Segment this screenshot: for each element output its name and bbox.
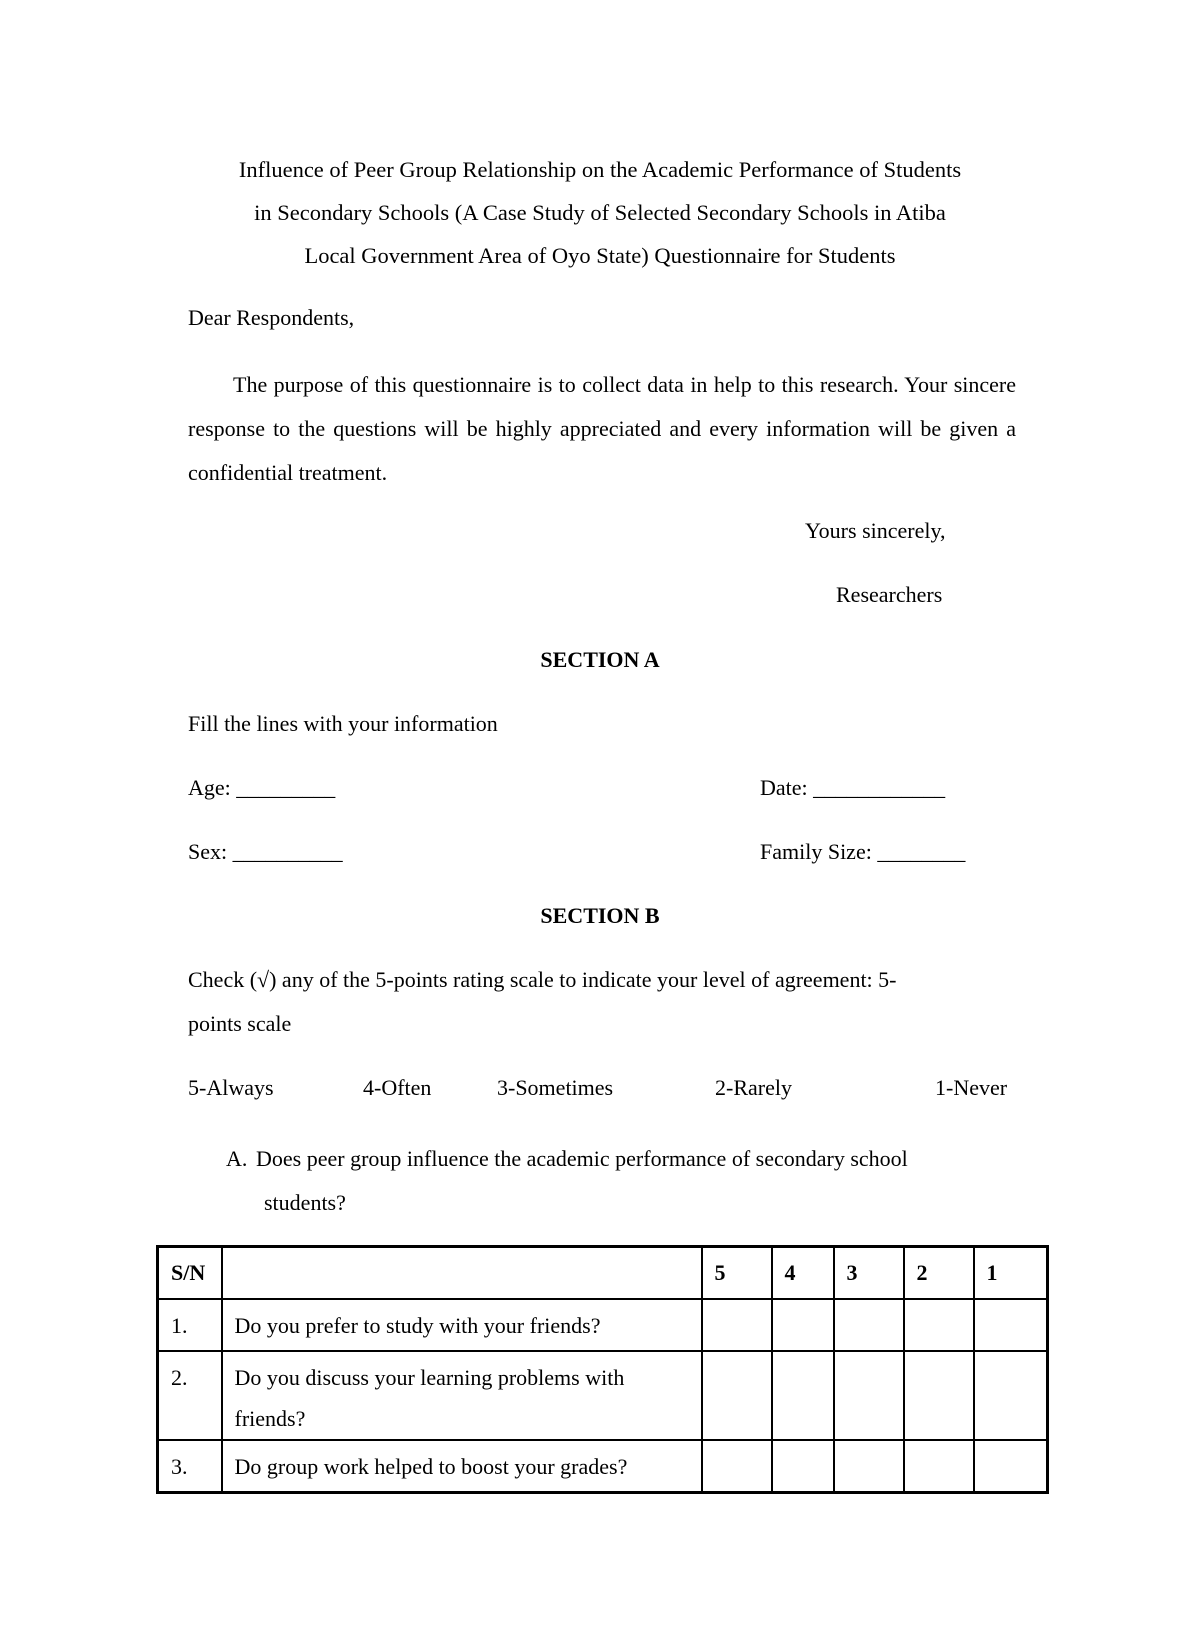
header-sn: S/N (158, 1247, 222, 1300)
rating-cell-4[interactable] (772, 1351, 834, 1440)
closing: Yours sincerely, (805, 518, 946, 543)
signature: Researchers (836, 582, 943, 607)
scale-sometimes: 3-Sometimes (497, 1075, 614, 1100)
section-b-heading: SECTION B (540, 903, 660, 928)
question-a (226, 1137, 1016, 1225)
table-row (158, 1351, 1048, 1440)
table-row (158, 1299, 1048, 1351)
rating-cell-5[interactable] (702, 1299, 772, 1351)
row-question: Do you discuss your learning problems with friends? (222, 1351, 702, 1440)
rating-cell-3[interactable] (834, 1351, 904, 1440)
question-line-1: Does peer group influence the academic performance of secondary school (256, 1146, 908, 1171)
rating-cell-4[interactable] (772, 1440, 834, 1493)
rating-cell-4[interactable] (772, 1299, 834, 1351)
rating-cell-1[interactable] (974, 1440, 1048, 1493)
section-a-instruction: Fill the lines with your information (188, 711, 498, 736)
sex-field[interactable]: Sex: __________ (188, 839, 343, 864)
rating-cell-3[interactable] (834, 1440, 904, 1493)
rating-cell-2[interactable] (904, 1440, 974, 1493)
row-question: Do you prefer to study with your friends? (222, 1299, 702, 1351)
row-sn: 3. (158, 1440, 222, 1493)
age-field[interactable]: Age: _________ (188, 775, 336, 800)
row-sn: 2. (158, 1351, 222, 1440)
document-title (150, 148, 1050, 277)
header-2: 2 (904, 1247, 974, 1300)
row-question: Do group work helped to boost your grades? (222, 1440, 702, 1493)
letter-body: The purpose of this questionnaire is to collect data in help to this research. Your sincere response to the questions will be highly appreciated and every information will be given a confidential treatment. (188, 372, 1016, 485)
question-letter: A. (226, 1146, 248, 1171)
family-size-field[interactable]: Family Size: ________ (760, 839, 966, 864)
scale-always: 5-Always (188, 1075, 274, 1100)
date-field[interactable]: Date: ____________ (760, 775, 946, 800)
header-4: 4 (772, 1247, 834, 1300)
rating-cell-5[interactable] (702, 1351, 772, 1440)
title-line-2: in Secondary Schools (A Case Study of Selected Secondary Schools in Atiba (254, 200, 946, 225)
header-1: 1 (974, 1247, 1048, 1300)
scale-never: 1-Never (935, 1075, 1008, 1100)
header-question (222, 1247, 702, 1300)
header-5: 5 (702, 1247, 772, 1300)
question-line-2: students? (264, 1190, 346, 1215)
rating-cell-2[interactable] (904, 1351, 974, 1440)
scale-often: 4-Often (363, 1075, 432, 1100)
rating-cell-1[interactable] (974, 1351, 1048, 1440)
title-line-3: Local Government Area of Oyo State) Questionnaire for Students (304, 243, 896, 268)
salutation: Dear Respondents, (188, 305, 355, 330)
rating-table (156, 1245, 1049, 1494)
rating-cell-1[interactable] (974, 1299, 1048, 1351)
rating-cell-3[interactable] (834, 1299, 904, 1351)
header-3: 3 (834, 1247, 904, 1300)
rating-cell-5[interactable] (702, 1440, 772, 1493)
table-header-row (158, 1247, 1048, 1300)
section-b-instruction-line-1: Check (√) any of the 5-points rating scale to indicate your level of agreement: 5- (188, 967, 897, 992)
row-sn: 1. (158, 1299, 222, 1351)
title-line-1: Influence of Peer Group Relationship on the Academic Performance of Students (238, 157, 962, 182)
scale-rarely: 2-Rarely (715, 1075, 792, 1100)
section-b-instruction-line-2: points scale (188, 1011, 292, 1036)
section-a-heading: SECTION A (540, 647, 660, 672)
table-row (158, 1440, 1048, 1493)
rating-cell-2[interactable] (904, 1299, 974, 1351)
